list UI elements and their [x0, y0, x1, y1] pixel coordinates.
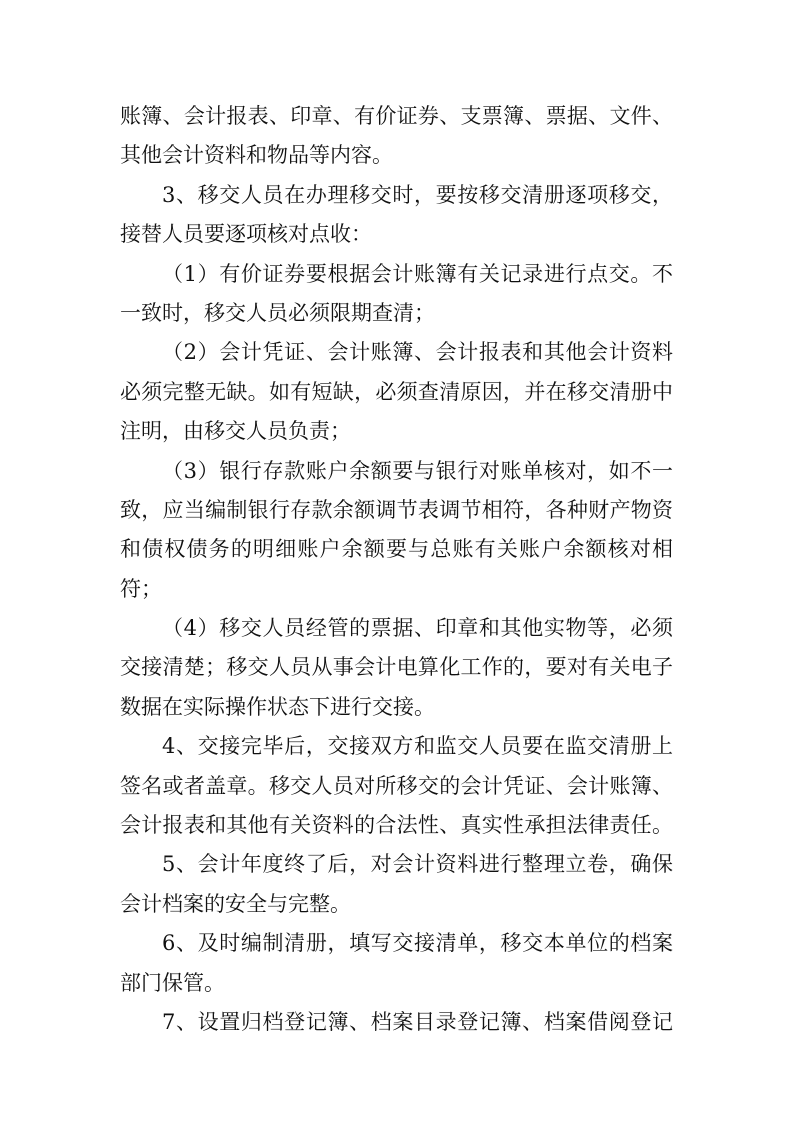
- text-line: 5、会计年度终了后，对会计资料进行整理立卷，确保: [162, 852, 673, 877]
- text-line: （3）银行存款账户余额要与银行对账单核对，如不一: [162, 458, 673, 483]
- text-line: 7、设置归档登记簿、档案目录登记簿、档案借阅登记: [162, 1009, 673, 1034]
- text-line: 致，应当编制银行存款余额调节表调节相符，各种财产物资: [120, 497, 673, 522]
- text-line: 交接清楚；移交人员从事会计电算化工作的，要对有关电子: [120, 655, 673, 680]
- text-line: 数据在实际操作状态下进行交接。: [120, 694, 435, 719]
- text-line: 接替人员要逐项核对点收：: [120, 222, 372, 247]
- text-line: 必须完整无缺。如有短缺，必须查清原因，并在移交清册中: [120, 379, 673, 404]
- text-line: （1）有价证券要根据会计账簿有关记录进行点交。不: [162, 261, 673, 286]
- text-line: （4）移交人员经管的票据、印章和其他实物等，必须: [162, 616, 673, 641]
- text-line: 6、及时编制清册，填写交接清单，移交本单位的档案: [162, 931, 673, 956]
- text-line: 3、移交人员在办理移交时，要按移交清册逐项移交，: [162, 182, 673, 207]
- text-line: 4、交接完毕后，交接双方和监交人员要在监交清册上: [162, 734, 673, 759]
- text-line: 会计档案的安全与完整。: [120, 891, 351, 916]
- text-line: 签名或者盖章。移交人员对所移交的会计凭证、会计账簿、: [120, 773, 673, 798]
- text-line: 账簿、会计报表、印章、有价证券、支票簿、票据、文件、: [120, 104, 673, 128]
- text-line: 和债权债务的明细账户余额要与总账有关账户余额核对相: [120, 537, 673, 562]
- text-line: 符；: [120, 576, 162, 601]
- text-line: 注明，由移交人员负责；: [120, 419, 351, 444]
- text-line: 一致时，移交人员必须限期查清；: [120, 300, 435, 325]
- text-line: （2）会计凭证、会计账簿、会计报表和其他会计资料: [162, 340, 673, 365]
- text-line: 会计报表和其他有关资料的合法性、真实性承担法律责任。: [120, 813, 673, 838]
- document-body: [120, 97, 673, 1042]
- text-line: 其他会计资料和物品等内容。: [120, 143, 393, 168]
- text-line: 部门保管。: [120, 970, 225, 995]
